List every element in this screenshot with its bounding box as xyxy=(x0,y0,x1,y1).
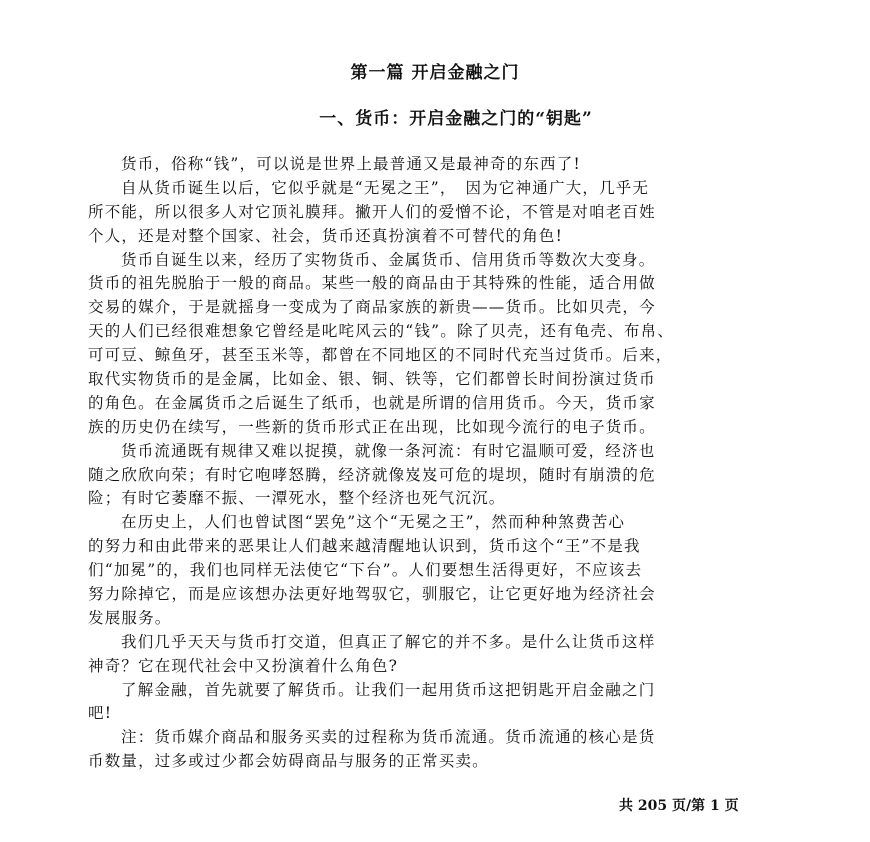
text-line: 取代实物货币的是金属，比如金、银、铜、铁等，它们都曾长时间扮演过货币 xyxy=(88,370,656,389)
text-line: 货币的祖先脱胎于一般的商品。某些一般的商品由于其特殊的性能，适合用做 xyxy=(88,274,656,293)
text-line: 注：货币媒介商品和服务买卖的过程称为货币流通。货币流通的核心是货 xyxy=(121,728,656,747)
body-text xyxy=(88,153,788,774)
text-line: 随之欣欣向荣；有时它咆哮怒腾，经济就像岌岌可危的堤坝，随时有崩溃的危 xyxy=(88,465,656,484)
text-line: 交易的媒介，于是就摇身一变成为了商品家族的新贵——货币。比如贝壳，今 xyxy=(88,298,656,317)
text-line: 在历史上，人们也曾试图“罢免”这个“无冕之王”，然而种种煞费苦心 xyxy=(121,513,626,532)
text-line: 货币自诞生以来，经历了实物货币、金属货币、信用货币等数次大变身。 xyxy=(121,250,656,269)
text-line: 货币，俗称“钱”，可以说是世界上最普通又是最神奇的东西了! xyxy=(121,155,581,173)
text-line: 天的人们已经很难想象它曾经是叱咤风云的“钱”。除了贝壳，还有龟壳、布帛、 xyxy=(88,322,675,341)
text-line: 个人，还是对整个国家、社会，货币还真扮演着不可替代的角色! xyxy=(88,226,564,245)
text-line: 的努力和由此带来的恶果让人们越来越清醒地认识到，货币这个“王”不是我 xyxy=(88,537,641,556)
text-line: 币数量，过多或过少都会妨碍商品与服务的正常买卖。 xyxy=(88,752,489,771)
text-line: 险；有时它萎靡不振、一潭死水，整个经济也死气沉沉。 xyxy=(88,489,506,508)
text-line: 努力除掉它，而是应该想办法更好地驾驭它，驯服它，让它更好地为经济社会 xyxy=(88,585,656,604)
text-line: 吧! xyxy=(88,704,113,723)
text-line: 可可豆、鲸鱼牙，甚至玉米等，都曾在不同地区的不同时代充当过货币。后来， xyxy=(88,346,673,365)
text-line: 了解金融，首先就要了解货币。让我们一起用货币这把钥匙开启金融之门 xyxy=(121,680,656,699)
text-line: 发展服务。 xyxy=(88,608,172,627)
text-line: 族的历史仍在续写，一些新的货币形式正在出现，比如现今流行的电子货币。 xyxy=(88,417,656,436)
text-line: 我们几乎天天与货币打交道，但真正了解它的并不多。是什么让货币这样 xyxy=(121,632,656,651)
text-line: 所不能，所以很多人对它顶礼膜拜。撇开人们的爱憎不论，不管是对咱老百姓 xyxy=(88,202,656,221)
section-title: 一、货币：开启金融之门的“钥匙” xyxy=(319,109,593,129)
text-line: 货币流通既有规律又难以捉摸，就像一条河流：有时它温顺可爱，经济也 xyxy=(121,441,656,460)
part-title: 第一篇 开启金融之门 xyxy=(350,63,520,83)
text-line: 自从货币诞生以后，它似乎就是“无冕之王”， 因为它神通广大，几乎无 xyxy=(121,178,650,197)
text-line: 的角色。在金属货币之后诞生了纸币，也就是所谓的信用货币。今天，货币家 xyxy=(88,393,656,412)
text-line: 们“加冕”的，我们也同样无法使它“下台”。人们要想生活得更好，不应该去 xyxy=(88,561,643,580)
text-line: 神奇？它在现代社会中又扮演着什么角色? xyxy=(88,656,399,675)
page-footer: 共 205 页/第 1 页 xyxy=(619,798,739,814)
